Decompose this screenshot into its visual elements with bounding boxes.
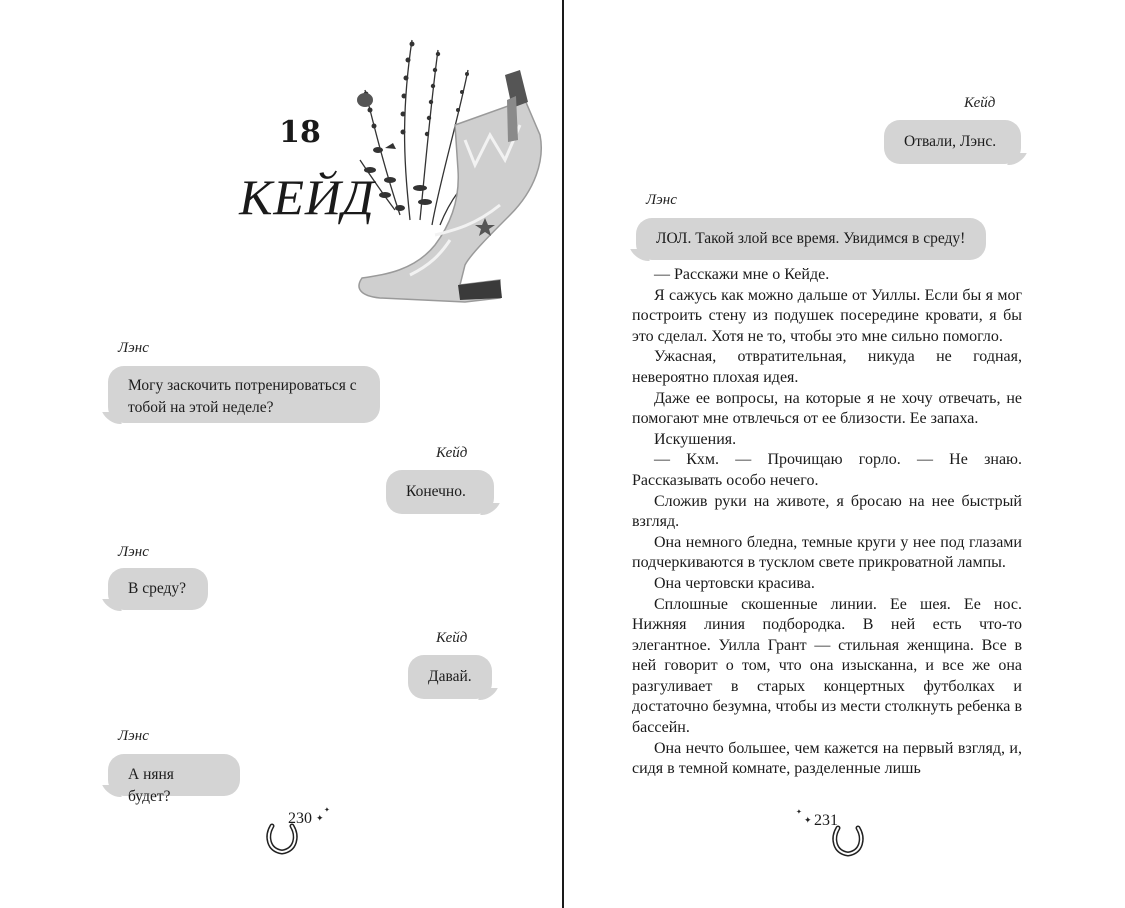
message-sender: Кейд <box>964 95 996 111</box>
sparkle-icon: ✦ <box>324 806 330 814</box>
message-bubble: Отвали, Лэнс. <box>884 120 1021 164</box>
sparkle-icon: ✦ <box>316 814 324 824</box>
chapter-title: КЕЙД <box>239 169 375 225</box>
sparkle-icon: ✦ <box>796 808 802 816</box>
page-number: 230 <box>288 810 312 827</box>
paragraph: — Кхм. — Прочищаю горло. — Не знаю. Рассказывать особо нечего. <box>632 451 1022 489</box>
chapter-number: 18 <box>279 115 321 150</box>
left-page <box>0 0 562 908</box>
message-bubble: Давай. <box>408 655 492 699</box>
paragraph: — Расскажи мне о Кейде. <box>654 266 830 283</box>
message-bubble: В среду? <box>108 568 208 610</box>
paragraph: Она немного бледна, темные круги у нее под глазами подчеркиваются в тусклом свете прикроватной лампы. <box>632 533 1022 572</box>
message-sender: Лэнс <box>118 544 149 560</box>
message-sender: Лэнс <box>118 340 149 356</box>
message-sender: Лэнс <box>118 728 149 744</box>
paragraph: Она нечто большее, чем кажется на первый взгляд, и, сидя в темной комнате, разделенные лишь <box>632 739 1022 778</box>
paragraph: Она чертовски красива. <box>654 574 815 592</box>
message-sender: Кейд <box>436 630 468 646</box>
paragraph: Сплошные скошенные линии. Ее шея. Ее нос. Нижняя линия подбородка. В ней есть что-то элегантное. Уилла Грант — стильная женщина. Все в ней говорит о том, что она изысканна, и все же она разгуливает в старых концертных футболках и достаточно безумна, чтобы из мести столкнуть ребенка в бассейн. <box>632 595 1022 737</box>
paragraph: Искушения. <box>654 430 737 448</box>
horseshoe-icon <box>832 824 864 858</box>
paragraph: Даже ее вопросы, на которые я не хочу отвечать, не помогают мне отвлечься от ее близости. Ее запаха. <box>632 389 1022 428</box>
body-text <box>632 265 1022 780</box>
paragraph: Ужасная, отвратительная, никуда не годная, невероятно плохая идея. <box>632 348 1022 386</box>
sparkle-icon: ✦ <box>804 816 812 826</box>
message-bubble: ЛОЛ. Такой злой все время. Увидимся в среду! <box>636 218 986 260</box>
message-bubble: Конечно. <box>386 470 494 514</box>
page-number: 231 <box>814 812 838 829</box>
message-bubble: Могу заскочить потренироваться с тобой на этой неделе? <box>108 366 380 423</box>
message-sender: Лэнс <box>646 192 677 208</box>
paragraph: Сложив руки на животе, я бросаю на нее быстрый взгляд. <box>632 492 1022 531</box>
message-bubble: А няня будет? <box>108 754 240 796</box>
paragraph: Я сажусь как можно дальше от Уиллы. Если бы я мог построить стену из подушек посередине кровати, я бы это сделал. Хотя не то, чтобы это мне сильно помогло. <box>632 286 1022 345</box>
message-sender: Кейд <box>436 445 468 461</box>
right-page <box>564 0 1125 908</box>
